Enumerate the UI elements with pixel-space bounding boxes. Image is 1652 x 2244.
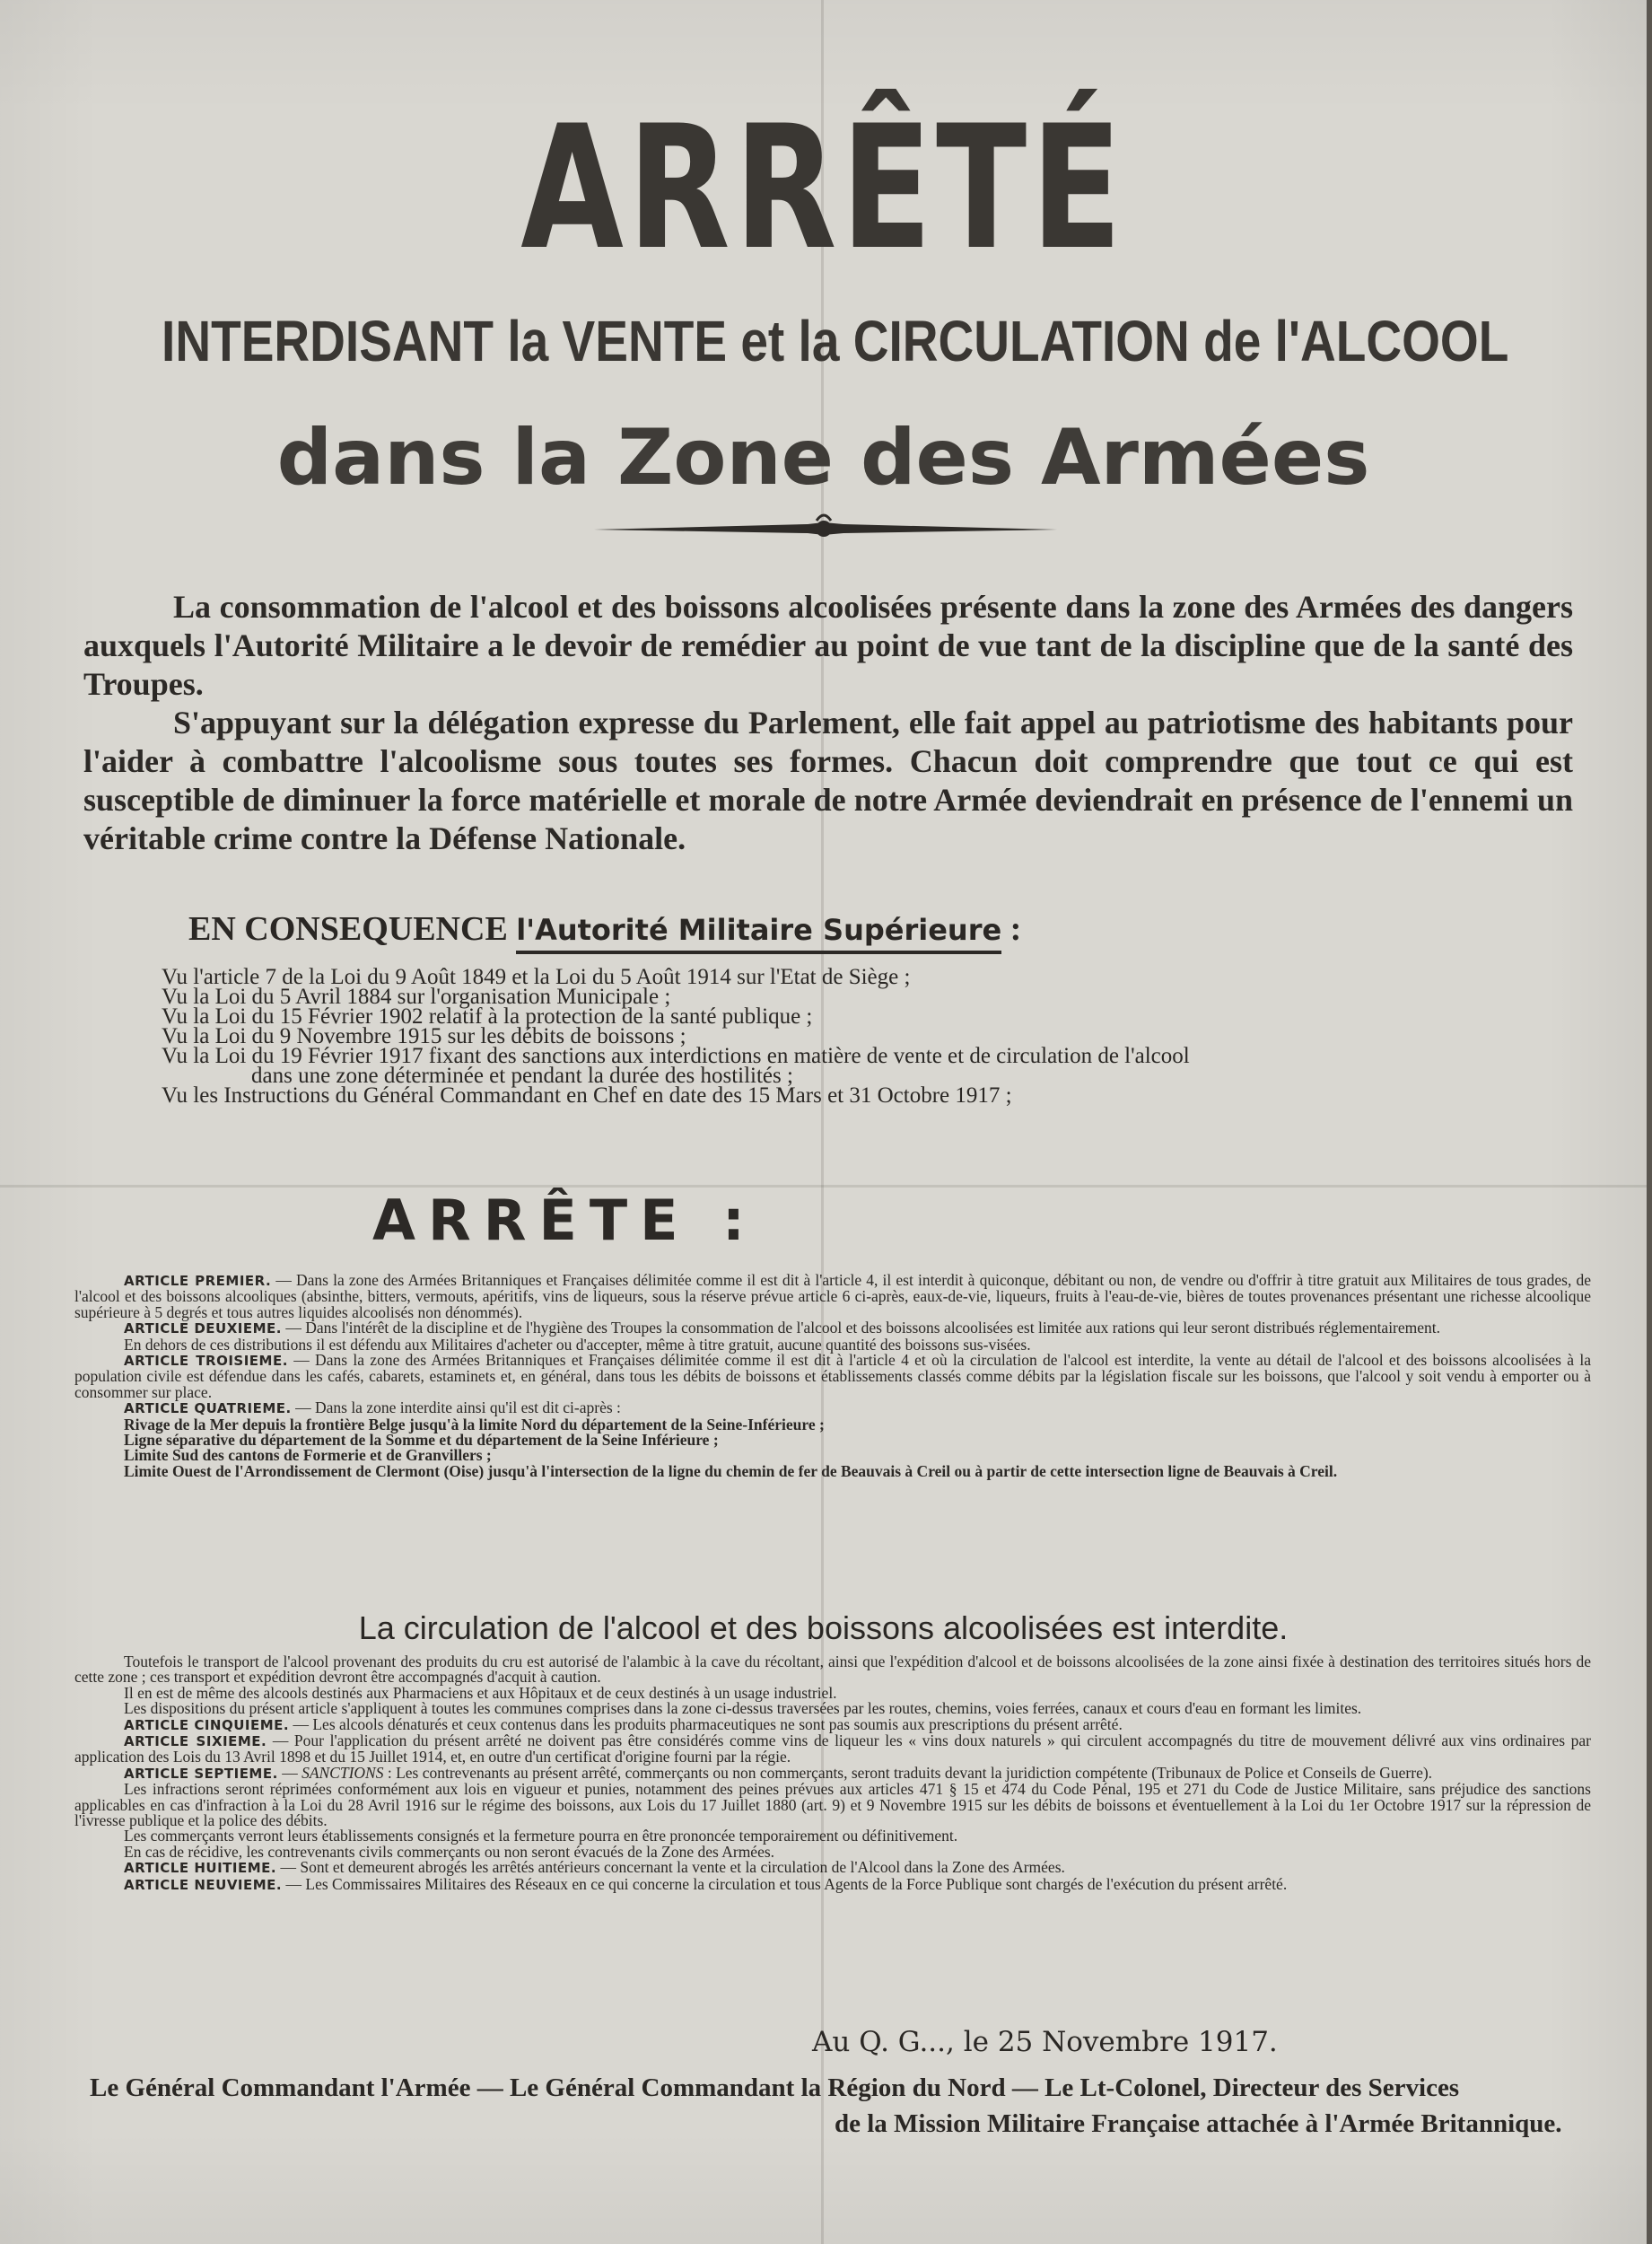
article-label: ARTICLE QUATRIEME. [124, 1400, 292, 1417]
circulation-banner: La circulation de l'alcool et des boissons alcoolisées est interdite. [358, 1609, 1289, 1646]
article-7-continued: Les commerçants verront leurs établissements consignés et la fermeture pourra en être prononcée temporairement ou définitivement. [124, 1827, 958, 1845]
articles-block-2 [74, 1654, 1591, 1893]
article-label: ARTICLE SEPTIEME. [124, 1765, 278, 1782]
consequence-colon: : [1001, 910, 1022, 948]
article-label: ARTICLE SIXIEME. [124, 1733, 267, 1750]
horizontal-fold-line [0, 1185, 1647, 1188]
zone-boundary-line: Rivage de la Mer depuis la frontière Belge jusqu'à la limite Nord du département de la Seine-Inférieure ; [124, 1415, 825, 1433]
article-text: — Dans la zone interdite ainsi qu'il est dit ci-après : [291, 1398, 621, 1417]
article-6 [74, 1733, 1591, 1766]
signatures [90, 2070, 1562, 2142]
subtitle-line-2: dans la Zone des Armées [276, 413, 1370, 503]
reference-line: Vu l'article 7 de la Loi du 9 Août 1849 et la Loi du 5 Août 1914 sur l'Etat de Siège ; [162, 965, 911, 989]
reference-line: Vu la Loi du 9 Novembre 1915 sur les débits de boissons ; [162, 1024, 686, 1048]
reference-line: Vu les Instructions du Général Commandant en Chef en date des 15 Mars et 31 Octobre 1917 ; [162, 1083, 1012, 1108]
zone-boundary-line: Limite Sud des cantons de Formerie et de Granvillers ; [124, 1446, 492, 1465]
intro-text [83, 588, 1573, 858]
articles-block-1 [74, 1273, 1591, 1479]
article-label: ARTICLE PREMIER. [124, 1273, 272, 1289]
tolerance-paragraph: Toutefois le transport de l'alcool provenant des produits du cru est autorisé de l'alambic à la cave du récoltant, ainsi que l'expédition d'alcool et de boissons alcoolisées de la zone ainsi fixée à destination des territoires situés hors de cette zone ; ces transport et expédition devront être accompagnés d'acquit à caution. [74, 1652, 1591, 1687]
ornament-divider [592, 513, 1059, 544]
reference-line: Vu la Loi du 5 Avril 1884 sur l'organisation Municipale ; [162, 985, 671, 1009]
article-text: — Dans l'intérêt de la discipline et de l'hygiène des Troupes la consommation de l'alcool et des boissons alcoolisées est limitée aux rations qui leur seront distribués réglementairement. [281, 1319, 1441, 1337]
article-text: — Les Commissaires Militaires des Réseaux en ce qui concerne la circulation et tous Agents de la Force Publique sont chargés de l'exécution du présent arrêté. [282, 1874, 1288, 1893]
article-text: — Les alcools dénaturés et ceux contenus dans les produits pharmaceutiques ne sont pas soumis aux prescriptions du présent arrêté. [289, 1714, 1123, 1733]
article-text: — Sont et demeurent abrogés les arrêtés antérieurs concernant la vente et la circulation de l'Alcool dans la Zone des Armées. [276, 1858, 1065, 1877]
article-2-continued: En dehors de ces distributions il est défendu aux Militaires d'acheter ou d'accepter, même à titre gratuit, aucune quantité des boissons sus-visées. [124, 1335, 1031, 1354]
intro-paragraph-1: La consommation de l'alcool et des boissons alcoolisées présente dans la zone des Armées des dangers auxquels l'Autorité Militaire a le devoir de remédier au point de vue tant de la discipline que de la santé des Troupes. [83, 589, 1573, 702]
reference-line: dans une zone déterminée et pendant la durée des hostilités ; [251, 1064, 793, 1088]
reference-line: Vu la Loi du 19 Février 1917 fixant des sanctions aux interdictions en matière de vente et de circulation de l'alcool [162, 1044, 1190, 1068]
article-7: ARTICLE SEPTIEME. — SANCTIONS : Les contrevenants au présent arrêté, commerçants ou non commerçants, seront traduits devant la juridiction compétente (Tribunaux de Police et Conseils de Guerre). [124, 1763, 1433, 1782]
article-text: — Dans la zone des Armées Britanniques et Françaises délimitée comme il est dit à l'article 4 et où la circulation de l'alcool est interdite, la vente au détail de l'alcool et des boissons alcoolisées à la population civile est défendue dans les cafés, cabarets, estaminets et, en général, dans tous les débits de boissons et établissements classés comme débits par la législation fiscale sur les boissons, que l'alcool y soit vendu à emporter ou à consommer sur place. [74, 1351, 1591, 1401]
article-text: — Dans la zone des Armées Britanniques et Françaises délimitée comme il est dit à l'article 4, il est interdit à quiconque, débitant ou non, de vendre ou d'offrir à titre gratuit aux Militaires de tous grades, de l'alcool et des boissons alcooliques (absinthe, bitters, vermouts, apéritifs, vins de liqueurs, sous la réserve prévue article 6 ci-après, eaux-de-vie, liqueurs, fruits à l'eau-de-vie, bières de toutes provenances présentant une richesse alcoolique supérieure à 5 degrés et tous autres liquides alcoolisés non dénommés). [74, 1271, 1592, 1321]
article-label: ARTICLE CINQUIEME. [124, 1716, 290, 1733]
article-7-continued: En cas de récidive, les contrevenants civils commerçants ou non seront évacués de la Zone des Armées. [124, 1842, 775, 1861]
article-label: ARTICLE TROISIEME. [124, 1353, 288, 1370]
tolerance-paragraph: Les dispositions du présent article s'appliquent à toutes les communes comprises dans la zone ci-dessus traversées par les routes, chemins, voies ferrées, canaux et cours d'eau en formant les limites. [124, 1699, 1362, 1718]
article-4 [74, 1400, 1591, 1416]
signature-line-1: Le Général Commandant l'Armée — Le Général Commandant la Région du Nord — Le Lt-Colonel, Directeur des Services [90, 2073, 1460, 2102]
arrete-heading: ARRÊTE : [372, 1188, 757, 1253]
authority-label: l'Autorité Militaire Supérieure [516, 913, 1001, 954]
zone-boundary-line: Ligne séparative du département de la Somme et du département de la Seine Inférieure ; [124, 1431, 719, 1450]
article-text: — Pour l'application du présent arrêté ne doivent pas être considérés comme vins de liqueur les « vins doux naturels » qui circulent accompagnés du titre de mouvement délivré aux vins ordinaires par application des Lois du 13 Avril 1898 et du 15 Juillet 1914, et, en outre d'un certificat d'origine fourni par la régie. [74, 1731, 1591, 1766]
subtitle-line-1: INTERDISANT la VENTE et la CIRCULATION de l'ALCOOL [162, 309, 1509, 373]
article-9 [74, 1874, 1591, 1893]
zone-boundary-line: Limite Ouest de l'Arrondissement de Clermont (Oise) jusqu'à l'intersection de la ligne du chemin de fer de Beauvais à Creil ou à partir de cette intersection ligne de Beauvais à Creil. [124, 1461, 1338, 1480]
consequence-lead: EN CONSEQUENCE [188, 910, 517, 948]
intro-paragraph-2: S'appuyant sur la délégation expresse du Parlement, elle fait appel au patriotisme des habitants pour l'aider à combattre l'alcoolisme sous toutes ses formes. Chacun doit comprendre que tout ce qui est susceptible de diminuer la force matérielle et morale de notre Armée deviendrait en présence de l'ennemi un véritable crime contre la Défense Nationale. [83, 705, 1573, 856]
legal-references [162, 965, 1579, 1108]
sanctions-label: SANCTIONS [302, 1763, 384, 1782]
reference-line: Vu la Loi du 15 Février 1902 relatif à la protection de la santé publique ; [162, 1004, 813, 1029]
article-label: ARTICLE HUITIEME. [124, 1860, 277, 1877]
article-3 [74, 1353, 1591, 1400]
tolerance-paragraph: Il en est de même des alcools destinés aux Pharmaciens et aux Hôpitaux et de ceux destinés à un usage industriel. [124, 1683, 837, 1702]
article-label: ARTICLE DEUXIEME. [124, 1320, 282, 1337]
article-1 [74, 1273, 1591, 1320]
signature-line-2: de la Mission Militaire Française attachée à l'Armée Britannique. [835, 2109, 1562, 2138]
article-text: : Les contrevenants au présent arrêté, commerçants ou non commerçants, seront traduits devant la juridiction compétente (Tribunaux de Police et Conseils de Guerre). [383, 1763, 1433, 1782]
article-label: ARTICLE NEUVIEME. [124, 1876, 283, 1893]
consequence-heading [188, 907, 1445, 952]
date-line: Au Q. G..., le 25 Novembre 1917. [812, 2026, 1278, 2058]
poster-title: ARRÊTÉ [520, 89, 1126, 287]
article-2 [74, 1320, 1591, 1337]
article-7-continued: Les infractions seront réprimées conformément aux lois en vigueur et punies, notamment des peines prévues aux articles 471 § 15 et 474 du Code Pénal, 195 et 271 du Code de Justice Militaire, sans préjudice des sanctions applicables en cas d'infraction à la Loi du 28 Avril 1916 sur le régime des boissons, aux Lois du 17 Juillet 1880 (art. 9) et 9 Novembre 1915 sur les débits de boissons et éventuellement à la Loi du 1er Octobre 1917 sur la répression de l'ivresse publique et la police des débits. [74, 1780, 1591, 1830]
